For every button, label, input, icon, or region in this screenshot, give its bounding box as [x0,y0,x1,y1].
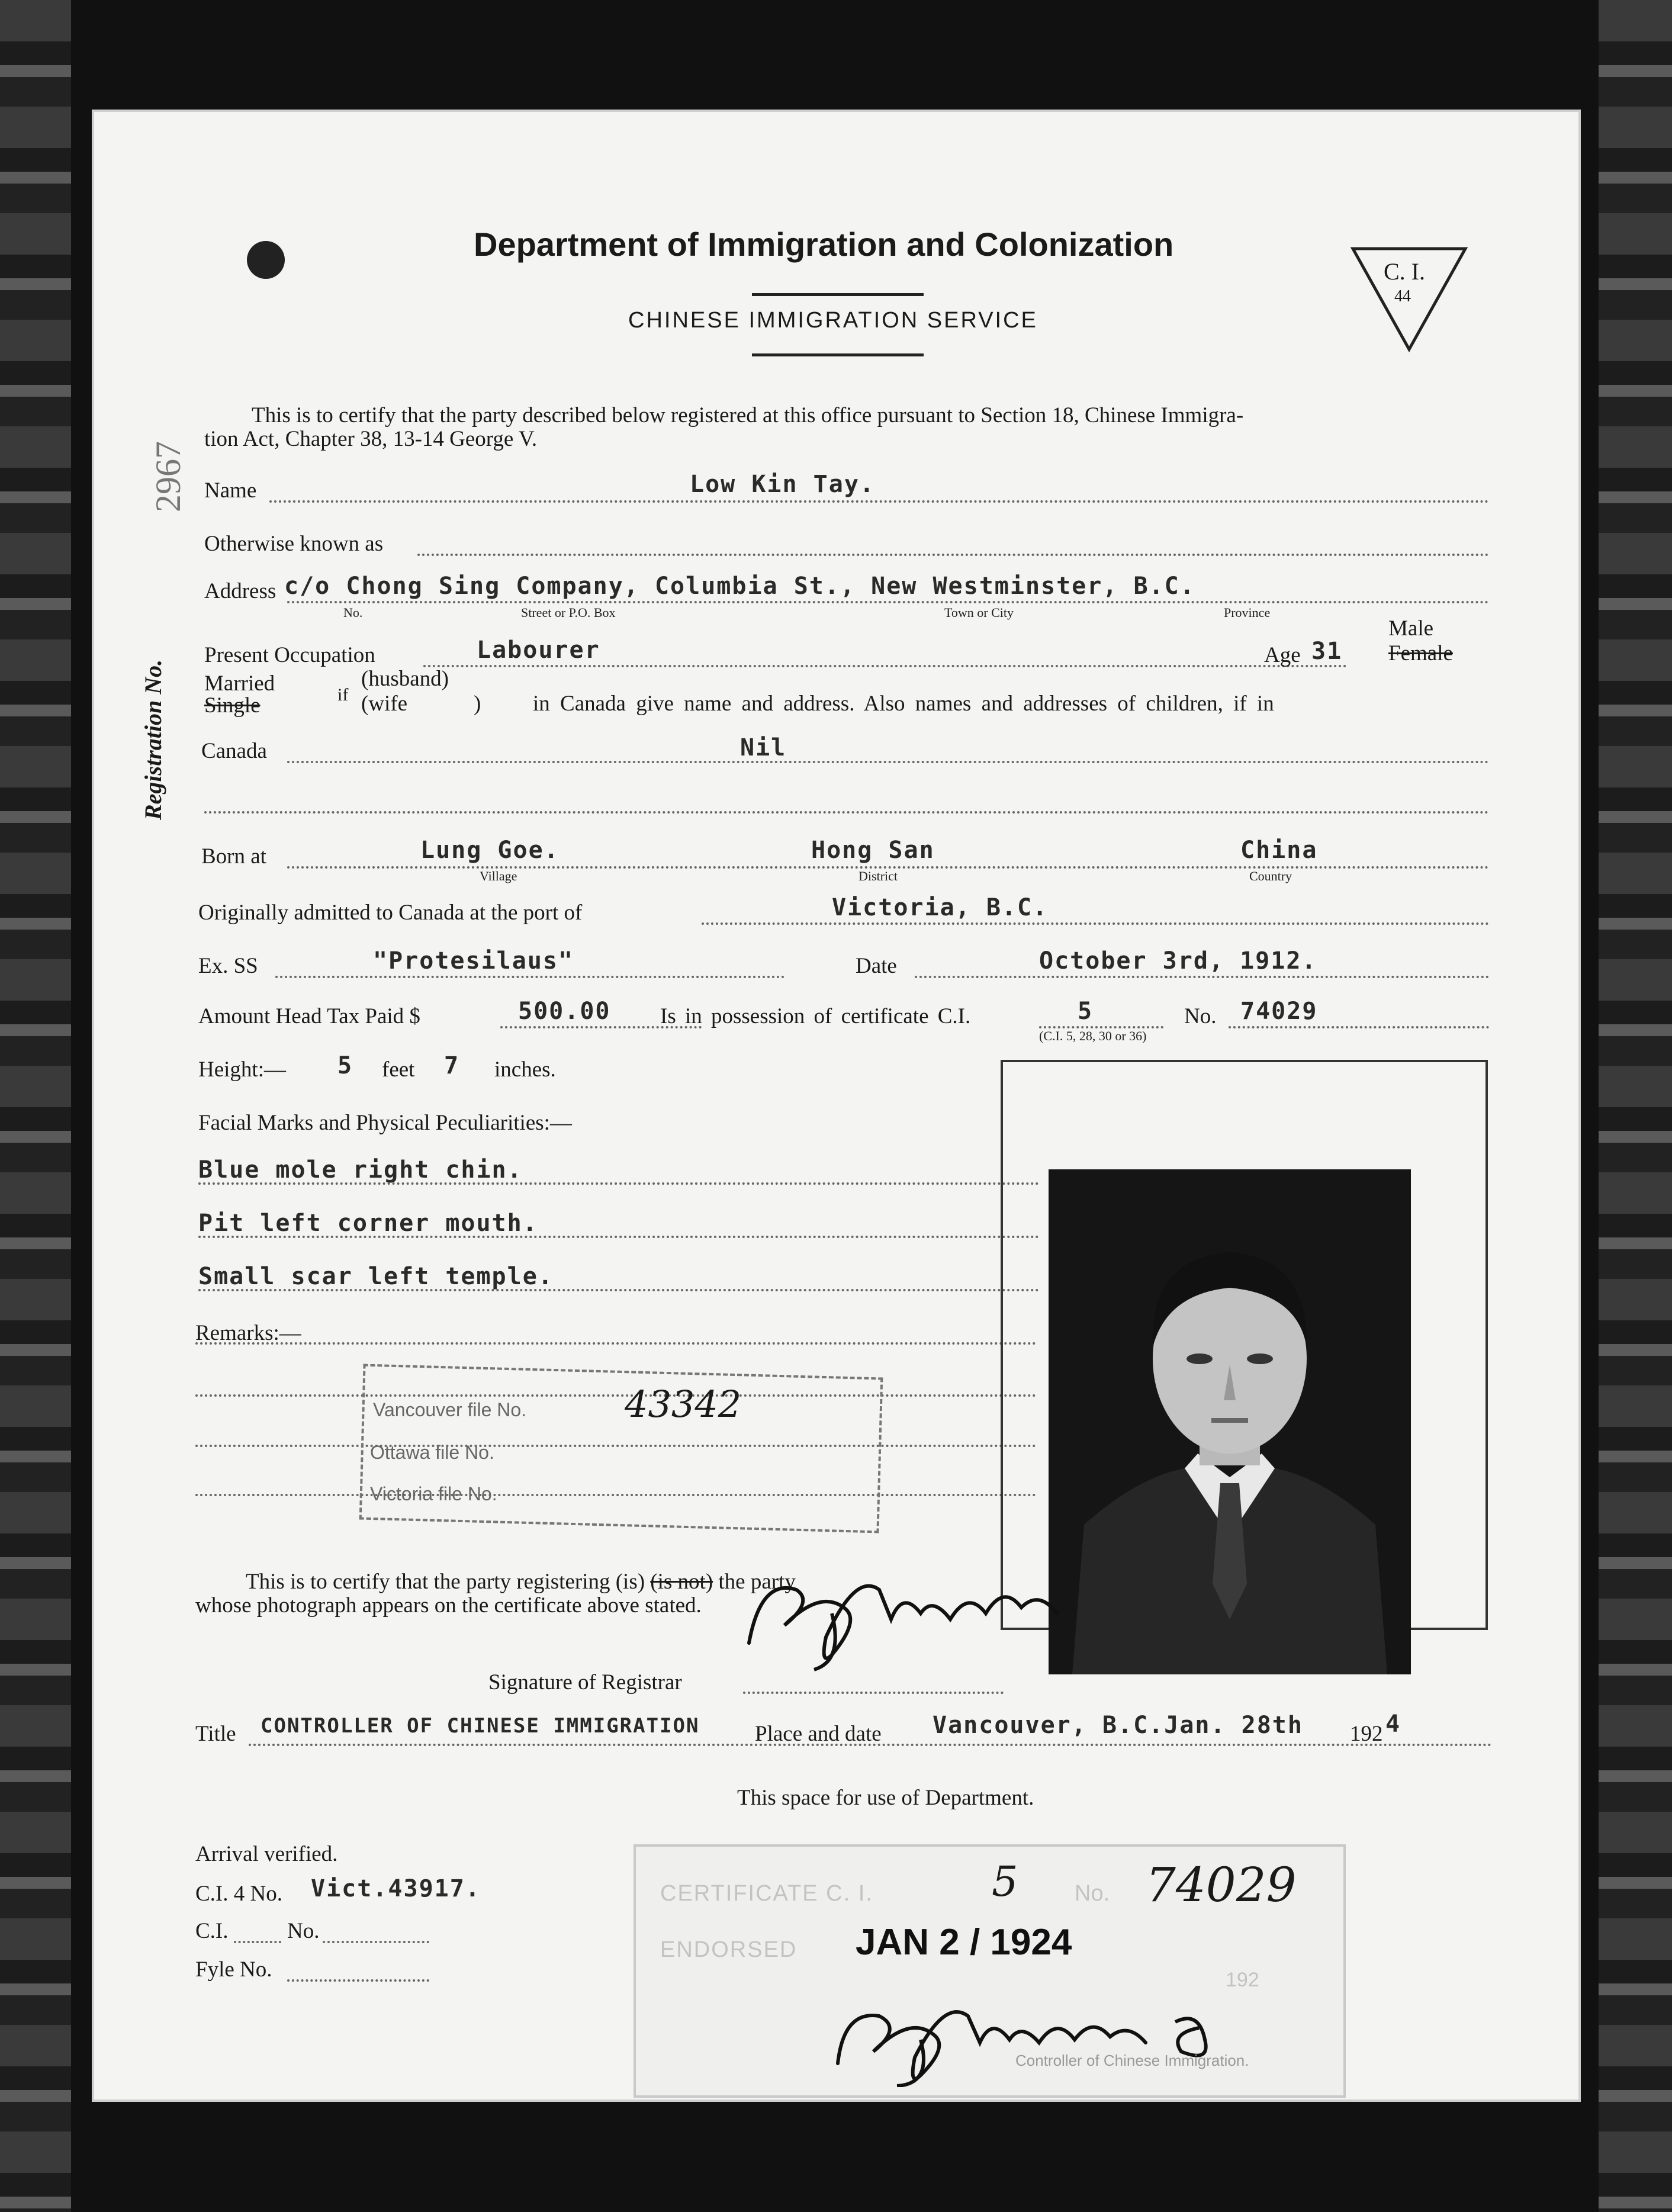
form-number: 44 [1394,287,1411,306]
signature-line [743,1692,1004,1694]
certify-photo-text: This is to certify that the party registering (is) [246,1570,645,1594]
address-sub-street: Street or P.O. Box [521,605,616,620]
certificate-no-label: No. [1184,1004,1217,1028]
endorsed-label: ENDORSED [660,1937,798,1962]
vancouver-file-label: Vancouver file No. [373,1399,527,1420]
height-inches: 7 [444,1052,460,1079]
victoria-file-label: Victoria file No. [370,1483,497,1504]
ci4-value: Vict.43917. [311,1875,481,1902]
place-label: Place and date [755,1722,882,1746]
ci-no-label: No. [287,1919,320,1943]
ci-no-line [323,1941,429,1943]
height-label: Height:— [198,1057,286,1082]
registration-label [139,660,167,820]
marks-label: Facial Marks and Physical Peculiarities:— [198,1111,572,1135]
village-sub: Village [480,869,517,883]
wife-label: (wife [361,692,408,716]
remarks-label: Remarks:— [195,1321,301,1345]
registration-number-text: 2967 [149,441,188,512]
country-value: China [1240,837,1318,864]
ship-line [275,976,784,978]
canada-line-2 [204,811,1489,814]
certify-text-line2: tion Act, Chapter 38, 13-14 George V. [204,427,538,451]
height-feet: 5 [337,1052,353,1079]
header-rule-top [752,293,924,296]
address-label: Address [204,579,276,603]
sex-female: Female [1388,641,1453,665]
certify-text-line1: This is to certify that the party described below registered at this office pursuant to Section 18, Chinese Immigra- [252,403,1244,427]
ship-label: Ex. SS [198,954,258,978]
district-value: Hong San [811,837,935,864]
department-title: Department of Immigration and Colonization [474,226,1174,263]
certificate-no-value: 74029 [1240,998,1318,1025]
year-prefix: 192 [1350,1722,1383,1746]
address-line [287,601,1489,603]
tax-label: Amount Head Tax Paid $ [198,1004,420,1028]
age-label: Age [1264,643,1301,667]
wife-paren-close: ) [474,692,481,716]
certificate-label: Is in possession of certificate C.I. [660,1004,971,1028]
certify-photo-line2: whose photograph appears on the certificate above stated. [195,1593,702,1618]
aka-line [417,554,1489,556]
canada-value: Nil [740,734,787,761]
applicant-photograph [1049,1169,1411,1674]
occupation-label: Present Occupation [204,643,375,667]
aka-label: Otherwise known as [204,532,384,556]
date-label: Date [856,954,897,978]
certify-photo-line1 [246,1569,796,1594]
name-line [269,500,1489,503]
date-line [915,976,1489,978]
occupation-value: Labourer [477,636,600,664]
address-value: c/o Chong Sing Company, Columbia St., New Westminster, B.C. [284,573,1195,600]
endorse-no-label: No. [1075,1881,1110,1906]
place-value: Vancouver, B.C.Jan. 28th [933,1712,1303,1739]
ottawa-file-label: Ottawa file No. [370,1442,494,1463]
title-value: CONTROLLER OF CHINESE IMMIGRATION [261,1714,700,1738]
date-value: October 3rd, 1912. [1039,947,1317,975]
husband-label: (husband) [361,667,449,691]
name-label: Name [204,478,257,503]
registration-number [148,441,189,512]
single-label: Single [204,693,261,718]
port-value: Victoria, B.C. [832,894,1049,921]
if-label: if [337,685,349,705]
endorse-year-partial: 192 [1226,1969,1259,1991]
endorse-cert-label: CERTIFICATE C. I. [660,1881,873,1906]
year-suffix: 4 [1385,1711,1401,1738]
family-text: in Canada give name and address. Also names and addresses of children, if in [533,692,1274,716]
address-sub-no: No. [343,605,363,620]
port-label: Originally admitted to Canada at the port of [198,901,583,925]
inches-label: inches. [494,1057,556,1082]
address-sub-province: Province [1224,605,1271,620]
port-line [702,922,1489,925]
seal-mark [247,241,285,279]
registrar-signature [725,1554,1092,1673]
endorse-no-value: 74029 [1146,1857,1297,1912]
age-value: 31 [1311,638,1343,665]
certificate-sub: (C.I. 5, 28, 30 or 36) [1039,1028,1147,1043]
registration-label-text: Registration No. [140,659,166,820]
endorsed-date: JAN 2 / 1924 [856,1922,1072,1963]
fyle-line [287,1979,429,1982]
service-subtitle: CHINESE IMMIGRATION SERVICE [628,308,1038,333]
sex-male: Male [1388,616,1434,641]
title-label: Title [195,1722,236,1746]
signature-label: Signature of Registrar [488,1670,682,1695]
ci4-label: C.I. 4 No. [195,1882,282,1906]
endorse-ci-value: 5 [992,1857,1018,1906]
married-label: Married [204,671,275,696]
certificate-ci-value: 5 [1078,998,1094,1025]
country-sub: Country [1249,869,1292,883]
mark-3: Small scar left temple. [198,1263,554,1290]
mark-line-3 [198,1289,1039,1291]
district-sub: District [858,869,898,883]
mark-line-1 [198,1182,1039,1185]
header-rule-bottom [752,353,924,356]
mark-2: Pit left corner mouth. [198,1210,538,1237]
certify-photo-the: the party [718,1570,796,1594]
occupation-line [423,665,1347,667]
ci-line [234,1941,281,1943]
address-sub-town: Town or City [944,605,1014,620]
born-label: Born at [201,844,266,869]
vancouver-file-value: 43342 [625,1382,742,1426]
department-use-note: This space for use of Department. [737,1786,1034,1810]
form-code: C. I. [1384,258,1425,285]
canada-line [287,761,1489,763]
mark-line-2 [198,1236,1039,1238]
remarks-line-1 [195,1342,1036,1345]
tax-value: 500.00 [518,998,611,1025]
controller-signature [820,1986,1234,2087]
registration-certificate [92,110,1581,2102]
mark-1: Blue mole right chin. [198,1156,523,1184]
canada-label: Canada [201,739,267,763]
fyle-label: Fyle No. [195,1957,272,1982]
village-value: Lung Goe. [420,837,560,864]
certify-photo-isnot: (is not) [650,1570,713,1594]
ci-label: C.I. [195,1919,229,1943]
controller-label: Controller of Chinese Immigration. [1015,2052,1249,2069]
feet-label: feet [382,1057,415,1082]
ship-value: "Protesilaus" [373,947,574,975]
cert-no-line [1229,1026,1489,1028]
name-value: Low Kin Tay. [690,471,875,498]
arrival-verified: Arrival verified. [195,1842,338,1866]
portrait-silhouette [1049,1169,1411,1674]
